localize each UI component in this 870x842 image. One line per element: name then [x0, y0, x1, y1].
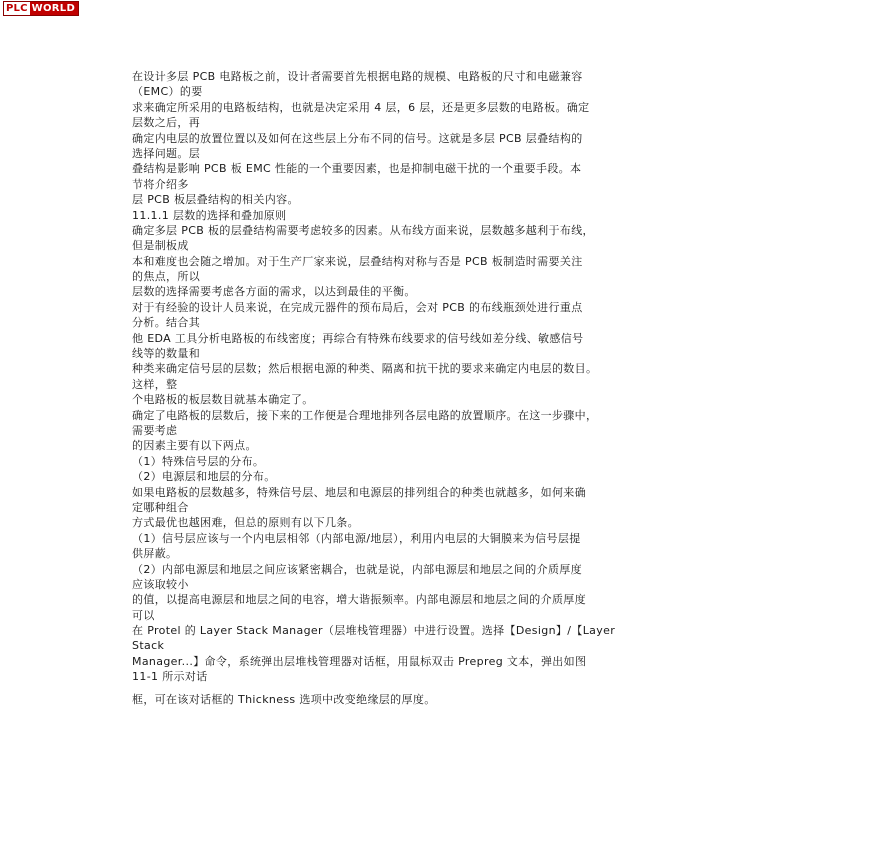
text-line: 的因素主要有以下两点。 [132, 439, 257, 453]
text-line: 需要考虑 [132, 423, 178, 437]
text-line: 但是制板成 [132, 239, 189, 253]
text-line: 的焦点，所以 [132, 270, 201, 284]
text-line: 层 PCB 板层叠结构的相关内容。 [132, 193, 299, 207]
text-line: 求来确定所采用的电路板结构，也就是决定采用 4 层，6 层，还是更多层数的电路板。确定 [132, 100, 590, 114]
text-line: 确定多层 PCB 板的层叠结构需要考虑较多的因素。从布线方面来说，层数越多越利于布线， [132, 223, 594, 237]
text-line: 种类来确定信号层的层数；然后根据电源的种类、隔离和抗干扰的要求来确定内电层的数目。 [132, 362, 598, 376]
text-line: 个电路板的板层数目就基本确定了。 [132, 393, 314, 407]
text-line: 定哪种组合 [132, 500, 189, 514]
text-line: 对于有经验的设计人员来说，在完成元器件的预布局后，会对 PCB 的布线瓶颈处进行重点 [132, 300, 583, 314]
text-line: 的值，以提高电源层和地层之间的电容，增大谐振频率。内部电源层和地层之间的介质厚度 [132, 593, 586, 607]
text-line: （2）电源层和地层的分布。 [132, 470, 276, 484]
text-line: 确定了电路板的层数后，接下来的工作便是合理地排列各层电路的放置顺序。在这一步骤中， [132, 408, 598, 422]
text-line: 供屏蔽。 [132, 547, 178, 561]
text-line: 选择问题。层 [132, 146, 201, 160]
text-line: 这样，整 [132, 377, 178, 391]
text-line: 应该取较小 [132, 577, 189, 591]
text-line: （1）特殊信号层的分布。 [132, 454, 265, 468]
document-body [132, 69, 742, 707]
text-line: 11-1 所示对话 [132, 670, 208, 684]
plcworld-logo [3, 1, 79, 16]
text-line: 层数的选择需要考虑各方面的需求，以达到最佳的平衡。 [132, 285, 416, 299]
text-line: 叠结构是影响 PCB 板 EMC 性能的一个重要因素，也是抑制电磁干扰的一个重要手段。本 [132, 162, 582, 176]
text-line: 节将介绍多 [132, 177, 189, 191]
text-line: 在设计多层 PCB 电路板之前，设计者需要首先根据电路的规模、电路板的尺寸和电磁兼容 [132, 70, 583, 83]
text-line: 确定内电层的放置位置以及如何在这些层上分布不同的信号。这就是多层 PCB 层叠结构的 [132, 131, 583, 145]
text-line: （EMC）的要 [132, 85, 203, 99]
text-line: 在 Protel 的 Layer Stack Manager（层堆栈管理器）中进行设置。选择【Design】/【Layer [132, 624, 616, 638]
logo-plc-text: PLC [6, 3, 28, 14]
text-line: 层数之后，再 [132, 116, 201, 130]
text-line: Manager...】命令，系统弹出层堆栈管理器对话框，用鼠标双击 Prepreg 文本，弹出如图 [132, 654, 587, 668]
text-line: 本和难度也会随之增加。对于生产厂家来说，层叠结构对称与否是 PCB 板制造时需要关注 [132, 254, 583, 268]
text-line: 框，可在该对话框的 Thickness 选项中改变绝缘层的厚度。 [132, 692, 436, 706]
text-line: 分析。结合其 [132, 316, 201, 330]
text-line: （1）信号层应该与一个内电层相邻（内部电源/地层），利用内电层的大铜膜来为信号层提 [132, 531, 581, 545]
text-line: Stack [132, 639, 165, 653]
text-line: 如果电路板的层数越多，特殊信号层、地层和电源层的排列组合的种类也就越多，如何来确 [132, 485, 586, 499]
logo-world-text: WORLD [30, 2, 78, 15]
text-line: 线等的数量和 [132, 347, 201, 361]
text-line: （2）内部电源层和地层之间应该紧密耦合，也就是说，内部电源层和地层之间的介质厚度 [132, 562, 582, 576]
text-line: 11.1.1 层数的选择和叠加原则 [132, 208, 287, 222]
text-line: 方式最优也越困难，但总的原则有以下几条。 [132, 516, 359, 530]
text-line: 他 EDA 工具分析电路板的布线密度；再综合有特殊布线要求的信号线如差分线、敏感信号 [132, 331, 584, 345]
text-line: 可以 [132, 608, 155, 622]
